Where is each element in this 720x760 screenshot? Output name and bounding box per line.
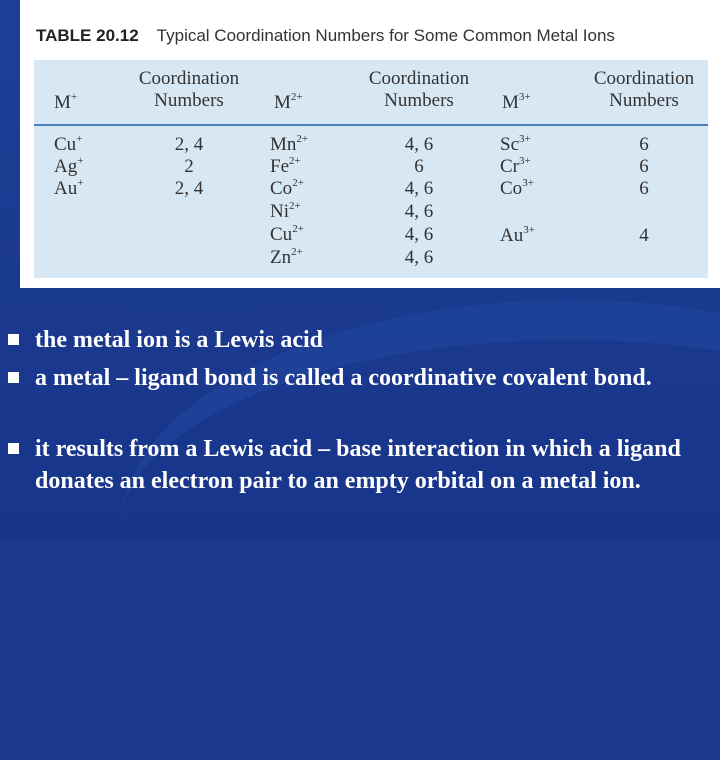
cn-cell: 4, 6 <box>404 178 434 199</box>
header-cn2: Coordination Numbers <box>368 68 470 111</box>
square-bullet-icon <box>8 443 19 454</box>
cn-cell: 2, 4 <box>174 178 204 199</box>
square-bullet-icon <box>8 334 19 345</box>
cn-cell: 2, 4 <box>174 134 204 155</box>
square-bullet-icon <box>8 372 19 383</box>
coordination-table <box>34 60 708 278</box>
ion-cell: $Zn^{2+}$ <box>270 246 303 268</box>
cn-cell: 4, 6 <box>404 201 434 222</box>
cn-cell: 4, 6 <box>404 134 434 155</box>
ion-cell: $Fe^{2+}$ <box>270 155 301 177</box>
header-cn3: Coordination Numbers <box>593 68 695 111</box>
ion-cell: Cu+ <box>54 133 83 155</box>
ion-cell: $Co^{3+}$ <box>500 177 534 199</box>
table-caption <box>36 26 615 46</box>
table-label: TABLE 20.12 <box>36 26 139 45</box>
header-m1: M+ <box>54 91 78 113</box>
bullet-text: a metal – ligand bond is called a coordinative covalent bond. <box>35 365 652 391</box>
table-title: Typical Coordination Numbers for Some Common Metal Ions <box>156 26 615 45</box>
bullet-text: the metal ion is a Lewis acid <box>35 327 323 353</box>
cn-cell: 6 <box>639 178 649 199</box>
cn-cell: 6 <box>414 156 424 177</box>
bullet-text: it results from a Lewis acid – base interaction in which a ligand donates an electron pair to an empty orbital on a metal ion. <box>35 436 681 494</box>
ion-cell: $Co^{2+}$ <box>270 177 304 199</box>
cn-cell: 4, 6 <box>404 224 434 245</box>
ion-cell: Au+ <box>54 177 84 199</box>
table-figure <box>20 0 720 288</box>
cn-cell: 2 <box>184 156 194 177</box>
cn-cell: 6 <box>639 156 649 177</box>
ion-cell: Ag+ <box>54 155 84 177</box>
ion-cell: $Ni^{2+}$ <box>270 200 301 222</box>
header-m3: $M^{3+}$ <box>502 91 531 113</box>
ion-cell: $Sc^{3+}$ <box>500 133 531 155</box>
ion-cell: $Cr^{3+}$ <box>500 155 531 177</box>
ion-cell: $Mn^{2+}$ <box>270 133 309 155</box>
cn-cell: 6 <box>639 134 649 155</box>
ion-cell: $Au^{3+}$ <box>500 224 535 246</box>
header-cn1: Coordination Numbers <box>138 68 240 111</box>
header-m2: $M^{2+}$ <box>274 91 303 113</box>
cn-cell: 4, 6 <box>404 247 434 268</box>
cn-cell: 4 <box>639 225 649 246</box>
header-divider <box>34 124 708 126</box>
ion-cell: $Cu^{2+}$ <box>270 223 304 245</box>
